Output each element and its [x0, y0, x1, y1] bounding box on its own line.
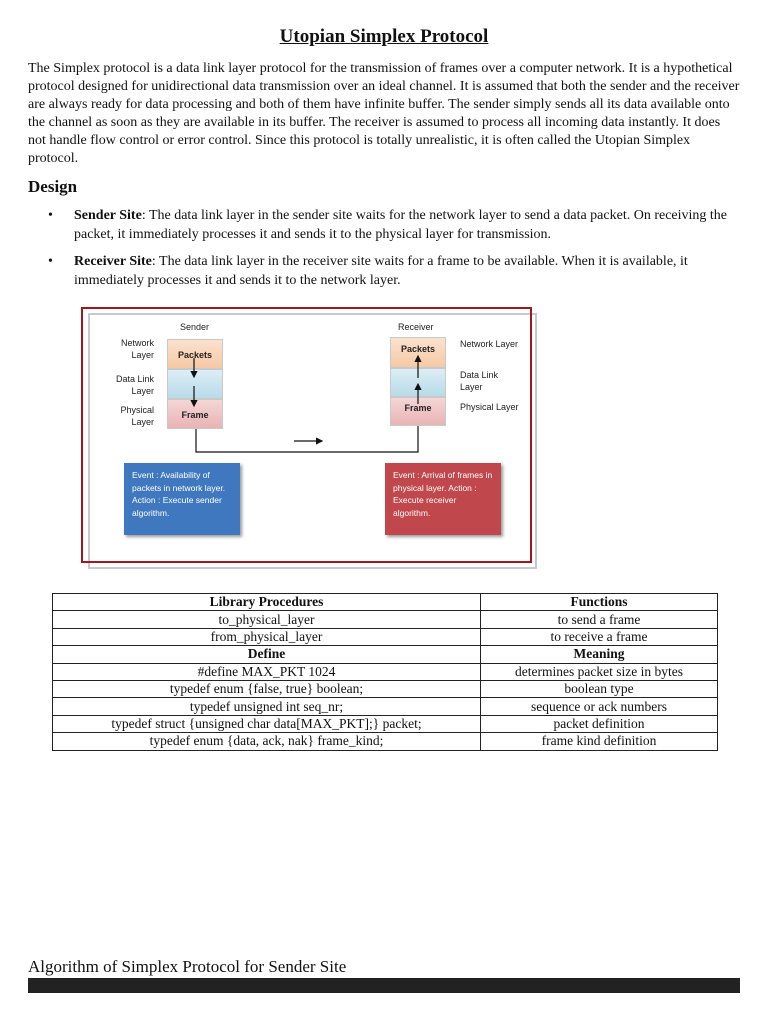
- receiver-title: Receiver: [398, 322, 434, 332]
- bullet-term: Receiver Site: [74, 254, 152, 269]
- sender-network-layer-label: Network Layer: [120, 338, 154, 360]
- intro-paragraph: The Simplex protocol is a data link layer protocol for the transmission of frames over a computer network. It is a hypothetical protocol designed for unidirectional data transmission over an ideal channel. It is assumed that both the sender and the receiver are always ready for data processing and both of them have infinite buffer. The sender simply sends all its data available onto the channel as soon as they are available in its buffer. The receiver is assumed to process all incoming data instantly. It does not handle flow control or error control. Since this protocol is totally unrealistic, it is often called the Utopian Simplex protocol.: [28, 61, 740, 166]
- bullet-term: Sender Site: [74, 208, 142, 223]
- table-cell: boolean type: [481, 680, 718, 697]
- table-cell: to receive a frame: [481, 628, 718, 645]
- receiver-packets-box: Packets: [390, 337, 446, 368]
- receiver-network-layer-label: Network Layer: [460, 339, 519, 349]
- table-cell: typedef enum {false, true} boolean;: [53, 680, 481, 697]
- table-header-cell: Functions: [481, 594, 718, 611]
- table-row: [53, 628, 718, 645]
- table-row: [53, 680, 718, 697]
- algorithm-section-title: Algorithm of Simplex Protocol for Sender Site: [28, 957, 347, 976]
- sender-frame-box: Frame: [167, 399, 223, 429]
- table-cell: frame kind definition: [481, 733, 718, 750]
- sender-event-box: Event : Availability of packets in network layer. Action : Execute sender algorithm.: [124, 463, 240, 535]
- table-cell: determines packet size in bytes: [481, 663, 718, 680]
- sender-title: Sender: [180, 322, 210, 332]
- design-heading: Design: [28, 177, 78, 196]
- table-header-cell: Meaning: [481, 646, 718, 663]
- table-header-row: [53, 594, 718, 611]
- table-cell: from_physical_layer: [53, 628, 481, 645]
- table-cell: sequence or ack numbers: [481, 698, 718, 715]
- sender-datalink-layer-label: Data Link Layer: [115, 374, 154, 396]
- table-header-cell: Define: [53, 646, 481, 663]
- bullet-dot-icon: •: [48, 208, 53, 223]
- receiver-event-box: Event : Arrival of frames in physical layer. Action : Execute receiver algorithm.: [385, 463, 501, 535]
- bullet-dot-icon: •: [48, 254, 53, 269]
- table-cell: packet definition: [481, 715, 718, 732]
- table-cell: typedef enum {data, ack, nak} frame_kind;: [53, 733, 481, 750]
- table-row: [53, 663, 718, 680]
- table-row: [53, 698, 718, 715]
- receiver-frame-box: Frame: [390, 397, 446, 426]
- receiver-physical-layer-label: Physical Layer: [460, 402, 519, 412]
- table-header-cell: Library Procedures: [53, 594, 481, 611]
- table-cell: typedef unsigned int seq_nr;: [53, 698, 481, 715]
- table-cell: #define MAX_PKT 1024: [53, 663, 481, 680]
- table-row: [53, 733, 718, 750]
- table-row: [53, 715, 718, 732]
- table-cell: to send a frame: [481, 611, 718, 628]
- table-row: [53, 611, 718, 628]
- bullet-text: : The data link layer in the sender site waits for the network layer to send a data packet. On receiving the packet, it immediately processes it and sends it to the physical layer for transmission.: [74, 208, 728, 242]
- table-cell: typedef struct {unsigned char data[MAX_PKT];} packet;: [53, 715, 481, 732]
- library-procedures-table: [52, 593, 718, 751]
- receiver-datalink-layer-label: Data Link Layer: [460, 370, 499, 392]
- sender-physical-layer-label: Physical Layer: [120, 405, 154, 427]
- page-title: Utopian Simplex Protocol: [279, 26, 489, 47]
- sender-packets-box: Packets: [167, 339, 223, 369]
- table-cell: to_physical_layer: [53, 611, 481, 628]
- code-block-bar: [28, 978, 740, 993]
- channel-line: [196, 426, 418, 452]
- bullet-text: : The data link layer in the receiver site waits for a frame to be available. When it is available, it immediately processes it and sends it to the network layer.: [74, 254, 688, 288]
- table-header-row: [53, 646, 718, 663]
